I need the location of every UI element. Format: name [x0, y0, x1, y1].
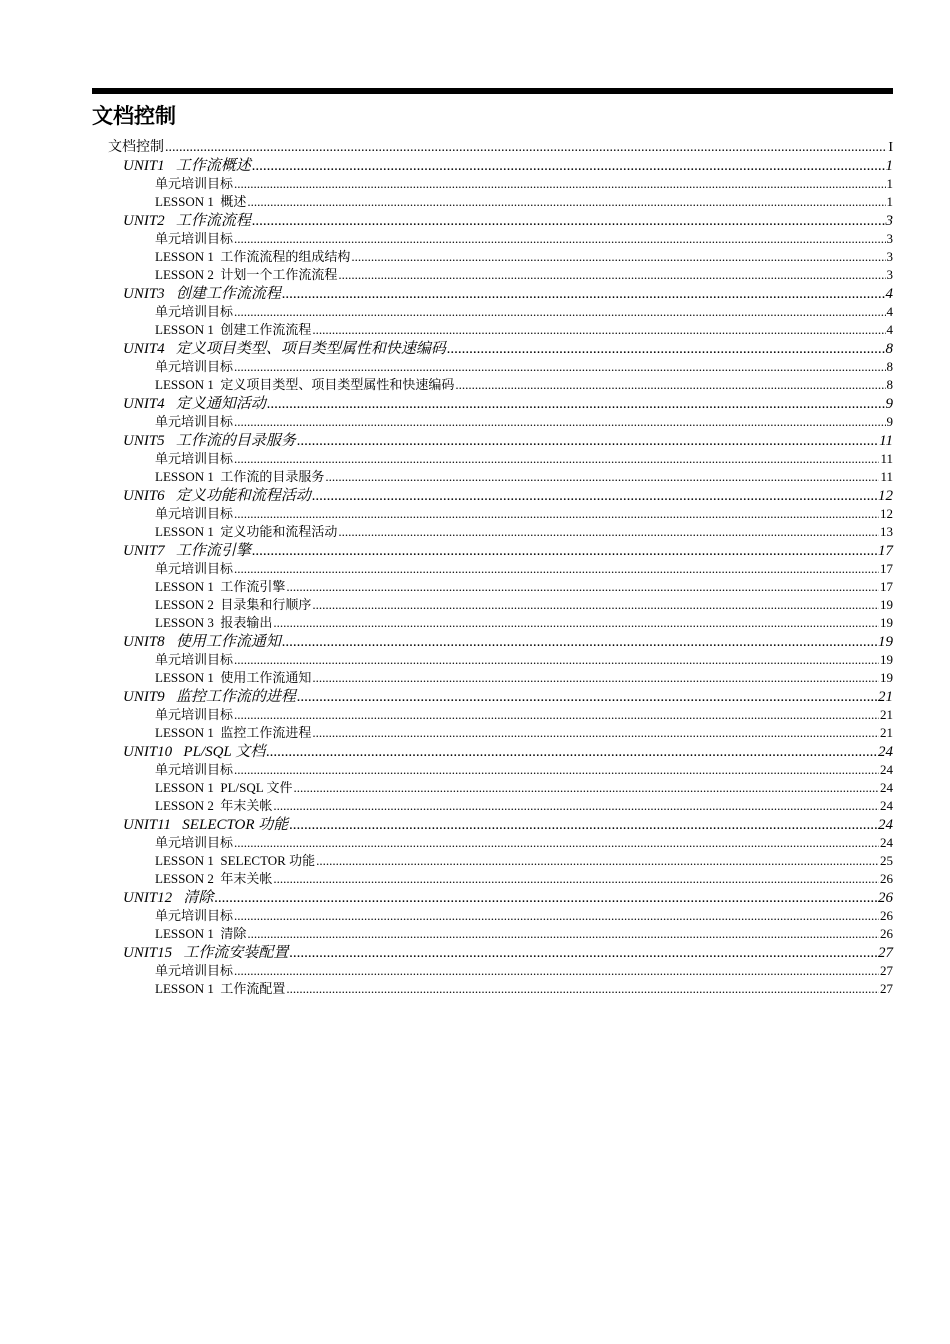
toc-entry-label: UNIT5 工作流的目录服务 [123, 433, 296, 449]
toc-entry-page: 25 [880, 853, 893, 868]
toc-entry-page: 21 [880, 725, 893, 740]
toc-entry-label: 单元培训目标 [155, 506, 234, 521]
dot-leader [234, 652, 879, 668]
toc-entry-page: 8 [885, 341, 893, 357]
toc-entry-label: UNIT15 工作流安装配置 [123, 945, 289, 961]
toc-entry[interactable] [123, 886, 893, 905]
toc-entry[interactable] [123, 941, 893, 960]
dot-leader [312, 322, 885, 338]
toc-entry-label: UNIT4 定义项目类型、项目类型属性和快速编码 [123, 341, 446, 357]
toc-entry[interactable] [155, 649, 893, 667]
toc-entry-label: 单元培训目标 [155, 707, 234, 722]
toc-entry-page: 19 [878, 634, 893, 650]
toc-entry-label: UNIT10 PL/SQL 文档 [123, 744, 266, 760]
toc-entry-label: 单元培训目标 [155, 176, 234, 191]
toc-entry-label: LESSON 1 清除 [155, 926, 247, 941]
toc-entry-page: 1 [885, 158, 893, 174]
toc-entry-page: 9 [886, 414, 893, 429]
toc-entry[interactable] [155, 923, 893, 941]
toc-entry-label: LESSON 1 使用工作流通知 [155, 670, 312, 685]
toc-entry[interactable] [155, 521, 893, 539]
dot-leader [234, 835, 879, 851]
dot-leader [234, 414, 885, 430]
toc-entry-label: 单元培训目标 [155, 451, 234, 466]
toc-entry-page: 3 [885, 213, 893, 229]
toc-entry[interactable] [123, 209, 893, 228]
toc-entry[interactable] [155, 246, 893, 264]
dot-leader [234, 359, 885, 375]
table-of-contents [0, 136, 950, 996]
toc-entry-label: UNIT3 创建工作流流程 [123, 286, 281, 302]
toc-entry[interactable] [155, 868, 893, 886]
toc-entry-label: UNIT12 清除 [123, 890, 214, 906]
dot-leader [351, 249, 885, 265]
toc-entry-label: LESSON 1 工作流配置 [155, 981, 286, 996]
toc-entry-page: 19 [880, 670, 893, 685]
toc-entry-label: LESSON 2 年末关帐 [155, 798, 273, 813]
toc-entry-page: 24 [880, 798, 893, 813]
toc-entry-page: 17 [878, 543, 893, 559]
dot-leader [312, 670, 879, 686]
toc-entry[interactable] [123, 392, 893, 411]
toc-entry-page: 3 [886, 249, 893, 264]
toc-entry-page: I [888, 140, 893, 155]
toc-entry-label: 单元培训目标 [155, 652, 234, 667]
toc-entry-label: LESSON 2 年末关帐 [155, 871, 273, 886]
toc-entry[interactable] [123, 484, 893, 503]
toc-entry-page: 27 [880, 981, 893, 996]
toc-entry-label: 单元培训目标 [155, 908, 234, 923]
toc-entry-page: 17 [880, 561, 893, 576]
toc-entry-label: 单元培训目标 [155, 304, 234, 319]
toc-entry-label: UNIT4 定义通知活动 [123, 396, 266, 412]
dot-leader [286, 579, 879, 595]
toc-entry-page: 11 [880, 451, 893, 466]
toc-entry-label: UNIT9 监控工作流的进程 [123, 689, 296, 705]
toc-entry-page: 1 [886, 194, 893, 209]
toc-entry[interactable] [155, 832, 893, 850]
dot-leader [234, 176, 885, 192]
toc-entry-label: UNIT8 使用工作流通知 [123, 634, 281, 650]
toc-entry[interactable] [123, 685, 893, 704]
toc-entry-page: 26 [880, 908, 893, 923]
toc-entry[interactable] [155, 191, 893, 209]
toc-entry[interactable] [155, 795, 893, 813]
toc-entry-label: 单元培训目标 [155, 359, 234, 374]
dot-leader [234, 963, 879, 979]
dot-leader [247, 194, 885, 210]
toc-entry[interactable] [155, 356, 893, 374]
dot-leader [273, 871, 879, 887]
toc-entry[interactable] [155, 466, 893, 484]
dot-leader [312, 725, 879, 741]
dot-leader [338, 267, 885, 283]
page-title: 文档控制 [92, 104, 176, 128]
toc-entry[interactable] [155, 503, 893, 521]
dot-leader [325, 469, 879, 485]
toc-entry-label: LESSON 1 概述 [155, 194, 247, 209]
toc-entry[interactable] [155, 850, 893, 868]
toc-entry[interactable] [155, 374, 893, 392]
dot-leader [234, 762, 879, 778]
toc-entry[interactable] [155, 759, 893, 777]
toc-entry[interactable] [123, 813, 893, 832]
toc-entry-label: UNIT2 工作流流程 [123, 213, 251, 229]
dot-leader [286, 981, 879, 997]
toc-entry-label: LESSON 1 工作流引擎 [155, 579, 286, 594]
toc-entry-page: 8 [886, 359, 893, 374]
toc-entry-label: LESSON 1 PL/SQL 文件 [155, 780, 293, 795]
toc-entry-page: 19 [880, 615, 893, 630]
toc-entry-label: 单元培训目标 [155, 835, 234, 850]
toc-entry[interactable] [155, 960, 893, 978]
dot-leader [234, 707, 879, 723]
toc-entry-page: 17 [880, 579, 893, 594]
toc-entry[interactable] [155, 173, 893, 191]
toc-entry-page: 27 [880, 963, 893, 978]
toc-entry[interactable] [155, 612, 893, 630]
toc-entry-page: 24 [880, 762, 893, 777]
toc-entry-page: 8 [886, 377, 893, 392]
toc-entry[interactable] [155, 594, 893, 612]
toc-entry-label: LESSON 1 定义项目类型、项目类型属性和快速编码 [155, 377, 455, 392]
toc-entry-page: 21 [878, 689, 893, 705]
toc-entry-page: 27 [878, 945, 893, 961]
toc-entry[interactable] [155, 264, 893, 282]
toc-entry-label: UNIT6 定义功能和流程活动 [123, 488, 311, 504]
toc-entry-label: LESSON 1 创建工作流流程 [155, 322, 312, 337]
toc-entry-page: 19 [880, 597, 893, 612]
dot-leader [455, 377, 885, 393]
toc-entry-page: 12 [880, 506, 893, 521]
dot-leader [234, 561, 879, 577]
toc-entry-page: 11 [879, 433, 893, 449]
toc-entry[interactable] [155, 228, 893, 246]
toc-entry-page: 4 [885, 286, 893, 302]
toc-entry-page: 24 [878, 817, 893, 833]
toc-entry[interactable] [155, 301, 893, 319]
toc-entry-page: 26 [880, 926, 893, 941]
toc-entry-label: UNIT7 工作流引擎 [123, 543, 251, 559]
toc-entry-label: 单元培训目标 [155, 762, 234, 777]
toc-entry-label: LESSON 1 SELECTOR 功能 [155, 853, 316, 868]
toc-entry-label: LESSON 2 目录集和行顺序 [155, 597, 312, 612]
toc-entry-page: 19 [880, 652, 893, 667]
toc-entry[interactable] [155, 411, 893, 429]
dot-leader [234, 304, 885, 320]
toc-entry-label: UNIT1 工作流概述 [123, 158, 251, 174]
toc-entry-page: 12 [878, 488, 893, 504]
toc-entry-page: 9 [885, 396, 893, 412]
toc-entry[interactable] [155, 448, 893, 466]
toc-entry-label: 单元培训目标 [155, 231, 234, 246]
dot-leader [234, 908, 879, 924]
toc-entry-label: 单元培训目标 [155, 561, 234, 576]
dot-leader [273, 798, 879, 814]
toc-entry-page: 1 [886, 176, 893, 191]
toc-entry-label: LESSON 1 工作流的目录服务 [155, 469, 325, 484]
toc-entry-page: 24 [880, 835, 893, 850]
dot-leader [273, 615, 879, 631]
toc-entry-label: LESSON 1 监控工作流进程 [155, 725, 312, 740]
dot-leader [312, 597, 879, 613]
dot-leader [247, 926, 879, 942]
toc-entry-page: 11 [880, 469, 893, 484]
toc-entry[interactable] [123, 740, 893, 759]
toc-entry[interactable] [155, 558, 893, 576]
dot-leader [338, 524, 879, 540]
dot-leader [234, 451, 879, 467]
toc-entry-page: 3 [886, 231, 893, 246]
toc-entry[interactable] [155, 978, 893, 996]
toc-entry-label: LESSON 2 计划一个工作流流程 [155, 267, 338, 282]
toc-entry-page: 21 [880, 707, 893, 722]
dot-leader [234, 506, 879, 522]
toc-entry-page: 13 [880, 524, 893, 539]
toc-entry[interactable] [155, 667, 893, 685]
toc-entry[interactable] [155, 576, 893, 594]
toc-entry-page: 4 [886, 322, 893, 337]
dot-leader [234, 231, 885, 247]
toc-entry[interactable] [123, 337, 893, 356]
toc-entry-label: LESSON 1 工作流流程的组成结构 [155, 249, 351, 264]
toc-entry-page: 3 [886, 267, 893, 282]
toc-entry-page: 24 [878, 744, 893, 760]
toc-entry[interactable] [155, 722, 893, 740]
toc-entry-label: 文档控制 [108, 140, 164, 155]
toc-entry[interactable] [155, 905, 893, 923]
toc-entry-page: 26 [880, 871, 893, 886]
toc-entry-label: LESSON 3 报表输出 [155, 615, 273, 630]
toc-entry[interactable] [123, 630, 893, 649]
toc-entry[interactable] [123, 539, 893, 558]
toc-entry-label: 单元培训目标 [155, 414, 234, 429]
dot-leader [316, 853, 879, 869]
toc-entry-page: 26 [878, 890, 893, 906]
toc-entry-label: UNIT11 SELECTOR 功能 [123, 817, 289, 833]
toc-entry-page: 4 [886, 304, 893, 319]
toc-entry[interactable] [123, 429, 893, 448]
toc-entry-page: 24 [880, 780, 893, 795]
toc-entry[interactable] [123, 154, 893, 173]
toc-entry[interactable] [155, 777, 893, 795]
toc-entry-label: LESSON 1 定义功能和流程活动 [155, 524, 338, 539]
toc-entry[interactable] [155, 704, 893, 722]
dot-leader [293, 780, 879, 796]
toc-entry[interactable] [155, 319, 893, 337]
toc-entry[interactable] [108, 136, 893, 154]
toc-entry-label: 单元培训目标 [155, 963, 234, 978]
toc-entry[interactable] [123, 282, 893, 301]
header-rule [92, 88, 893, 94]
